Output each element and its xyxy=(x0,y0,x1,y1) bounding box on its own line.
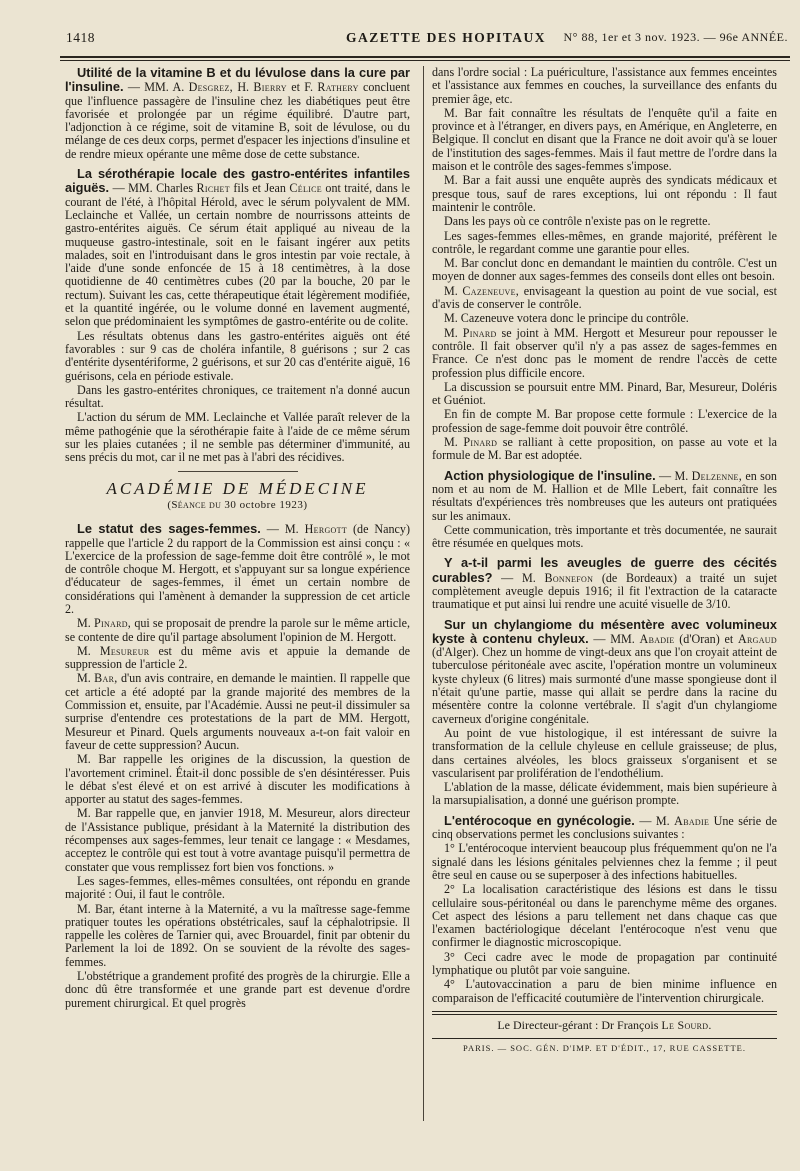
section-title: Action physiologique de l'insuline. xyxy=(444,467,656,483)
paragraph: M. Bar a fait aussi une enquête auprès des syndicats médicaux et presque tous, sauf de rares exceptions, lui ont répondu : Il faut maintenir le contrôle. xyxy=(432,173,777,214)
author-name: Bar, xyxy=(94,671,118,686)
page-header xyxy=(66,28,788,50)
text: — M. xyxy=(266,522,299,537)
text: M. xyxy=(444,435,458,450)
column-divider xyxy=(423,66,424,1121)
signature-rule-thin xyxy=(432,1014,777,1015)
text: M. xyxy=(444,325,458,340)
paragraph: Cette communication, très importante et très documentée, ne saurait être résumée en quelques mots. xyxy=(432,522,777,551)
paragraph xyxy=(432,327,777,380)
left-column xyxy=(65,66,410,1011)
text: M. xyxy=(77,616,91,631)
paragraph-text: se ralliant à cette proposition, on passe au vote et la formule de M. Bar est adoptée. xyxy=(432,435,777,463)
seance-date xyxy=(65,499,410,512)
page-number: 1418 xyxy=(66,30,95,45)
author-name: Pinard xyxy=(462,325,497,340)
text: fils et Jean xyxy=(233,181,286,196)
paragraph: En fin de compte M. Bar propose cette formule : L'exercice de la profession de sage-femme doit pouvoir être contrôlé. xyxy=(432,407,777,435)
paragraph-text: (d'Alger). Chez un homme de vingt-deux ans que l'on croyait atteint de tuberculose péritonéale avec ascite, l'opération montre un volumineux kyste chyleux (6 litres) mais surmonté d'une masse spongieuse dont il n'était qu'une partie, masse qui allait se perdre dans la racine du mésentère contre la colonne vertébrale. Il s'agit d'un chylangiome caverneux d'origine congénitale. xyxy=(432,645,777,726)
director-signature xyxy=(432,1019,777,1032)
paragraph xyxy=(65,617,410,644)
section-separator xyxy=(178,471,298,472)
section-title: La sérothérapie locale des gastro-entérites infantiles aiguës. xyxy=(65,166,410,196)
author-name: Abadie xyxy=(674,813,710,828)
signature-rule xyxy=(432,1011,777,1012)
paragraph: Les sages-femmes elles-mêmes, en grande majorité, préfèrent le contrôle, le regardant comme une garantie pour elles. xyxy=(432,228,777,256)
section-title: Le statut des sages-femmes. xyxy=(77,521,261,537)
text: M. xyxy=(77,671,91,686)
paragraph: M. Bar conclut donc en demandant le maintien du contrôle. C'est un moyen de donner aux sages-femmes des conseils dont elles ont besoin. xyxy=(432,256,777,284)
paragraph: M. Bar rappelle les origines de la discussion, la question de l'avortement criminel. Était-il donc possible de s'en désintéresser. Puis le débat s'est élevé et on est arrivé à discuter les modifications à apporter au statut des sages-femmes. xyxy=(65,752,410,807)
text: — M. xyxy=(639,813,670,828)
paragraph: La discussion se poursuit entre MM. Pinard, Bar, Mesureur, Doléris et Guéniot. xyxy=(432,379,777,408)
paragraph: M. Bar, étant interne à la Maternité, a vu la maîtresse sage-femme pratiquer toutes les opérations obstétricales, sauf la céphalotripsie. Il rappelle les colères de Tarnier qui, avec Brouardel, finit par obtenir du Parlement la loi de 1892. On se souvient de la révolte des sages-femmes. xyxy=(65,901,410,969)
article-serotherapie xyxy=(65,167,410,329)
conclusion-item: 2° La localisation caractéristique des lésions est dans le tissu cellulaire sous-péritonéal ou dans le parenchyme même des organes. Cet aspect des lésions a paru tellement net dans chaque cas que l'examen bactériologique décelant l'entérocoque n'est venu que confirmer le diagnostic microscopique. xyxy=(432,882,777,950)
imprint-rule xyxy=(432,1038,777,1039)
paragraph: L'obstétrique a grandement profité des progrès de la chirurgie. Elle a donc dû être transformée et une grande part est devenue d'ordre purement chirurgical. Et quel progrès xyxy=(65,969,410,1010)
paragraph: Les résultats obtenus dans les gastro-entérites aiguës ont été favorables : sur 9 cas de choléra infantile, 8 guérisons ; sur 2 cas d'entérite dysentériforme, 2 guérisons, et sur 20 cas d'entérite aiguë, 16 guérisons, cela en période estivale. xyxy=(65,328,410,383)
author-name: Mesureur xyxy=(99,643,150,658)
paragraph: Les sages-femmes, elles-mêmes consultées, ont répondu en grande majorité : Oui, il faut le contrôle. xyxy=(65,873,410,902)
paragraph: Au point de vue histologique, il est intéressant de suivre la transformation de la cellule chyleuse en cellule graisseuse; de plus, dans certaines alvéoles, les blocs graisseux s'organisent et se vascularisent par prolifération de l'endothélium. xyxy=(432,725,777,780)
header-rule xyxy=(60,56,790,58)
academie-heading: ACADÉMIE DE MÉDECINE xyxy=(106,478,369,498)
section-title: Sur un chylangiome du mésentère avec volumineux kyste à contenu chyleux. xyxy=(432,616,777,646)
paragraph-text: concluent que l'influence passagère de l'insuline chez les diabétiques peut être favorisée et prolongée par un régime équilibré. D'autre part, l'adjonction à ce régime, soit de vitamine B, soit de lévulose, ou du mélange de ces deux corps, permet d'espacer les injections d'insuline et de rendre mieux opérante une même dose de cette substance. xyxy=(65,80,411,161)
text: — MM. A. xyxy=(127,80,185,95)
conclusion-item: 4° L'autovaccination a paru de bien minime influence en comparaison de l'efficacité coutumière de l'intervention chirurgicale. xyxy=(432,977,777,1005)
paragraph-text: Une série de cinq observations permet les conclusions suivantes : xyxy=(432,813,777,842)
paragraph xyxy=(65,672,410,752)
section-title: L'entérocoque en gynécologie. xyxy=(444,812,635,828)
text: et F. xyxy=(291,80,314,95)
paragraph xyxy=(432,436,777,463)
author-name: Rathery xyxy=(317,80,359,95)
paragraph: M. Bar rappelle que, en janvier 1918, M. Mesureur, alors directeur de l'Assistance publique, présidant à la Maternité la distribution des récompenses aux sages-femmes, leur tenait ce langage : « Mesdames, acceptez le contrôle qui est tout à votre avantage puisqu'il permettra de constater que vous remplissez fort bien vos fonctions. » xyxy=(65,806,410,874)
author-name: Delzenne, xyxy=(691,468,743,483)
conclusion-item: 3° Ceci cadre avec le mode de propagation par continuité lymphatique ou plutôt par voie sanguine. xyxy=(432,949,777,977)
author-name: Pinard xyxy=(463,435,498,450)
right-column xyxy=(432,66,777,1055)
journal-title: GAZETTE DES HOPITAUX xyxy=(346,30,547,45)
author-name: Pinard, xyxy=(93,616,132,631)
article-insuline xyxy=(432,469,777,523)
paragraph-text: ont traité, dans le courant de l'été, à l'hôpital Hérold, avec le sérum polyvalent de MM. Leclainche et Vallée, un certain nombre de nourrissons atteints de gastro-entérites aiguës. Ce sérum était appliqué au niveau de la muqueuse gastro-intestinale, soit en le faisant ingérer aux petits malades, soit en l'introduisant dans le gros intestin par voie rectale, à l'aide d'une sonde enfoncée de 15 à 18 centimètres, à la dose quotidienne de 40 centimètres cubes (20 par la bouche, 20 par le rectum). Suivant les cas, cette thérapeutique était légèrement modifiée, et la quantité ingérée, ou le volume donné en lavement augmenté, selon que prédominaient les symptômes de gastro-entérite ou de colite. xyxy=(65,181,410,329)
paragraph: Dans les pays où ce contrôle n'existe pas on le regrette. xyxy=(444,214,711,229)
author-name: Hergott xyxy=(304,522,348,537)
paragraph: dans l'ordre social : La puériculture, l'assistance aux femmes enceintes et l'assistance aux femmes en couches, la surveillance des enfants du premier âge, etc. xyxy=(432,65,777,106)
paragraph: M. Cazeneuve votera donc le principe du contrôle. xyxy=(444,311,689,326)
paragraph-text: d'un avis contraire, en demande le maintien. Il rappelle que cet article a été adopté par la grande majorité des membres de la Commission et, ensuite, par l'Académie. Aussi ne peut-il dissimuler sa surprise d'entendre ces protestations de la part de MM. Hergott, Mesureur et Pinard. Quels arguments nouveaux a-t-on fait valoir en faveur de cette suppression? Aucun. xyxy=(65,671,410,752)
conclusion-item: 1° L'entérocoque intervient beaucoup plus fréquemment qu'on ne l'a signalé dans les lésions génitales pelviennes chez la femme ; il peut être seul en cause ou se superposer à des infections habituelles. xyxy=(432,841,777,882)
author-name: Argaud xyxy=(737,631,777,646)
printer-imprint: PARIS. — SOC. GÉN. D'IMP. ET D'ÉDIT., 17, RUE CASSETTE. xyxy=(463,1043,746,1054)
text: M. xyxy=(444,283,458,298)
text: — MM. Charles xyxy=(112,181,194,196)
seance-label: (Séance du xyxy=(167,498,222,511)
text: — MM. xyxy=(593,631,635,646)
author-name: Bierry xyxy=(253,80,287,95)
paragraph-text: est du même avis et appuie la demande de suppression de l'article 2. xyxy=(65,643,410,672)
paragraph: M. Bar fait connaître les résultats de l'enquête qu'il a faite en province et à l'étranger, en divers pays, en Amérique, en Angleterre, en Belgique. Il conclut en disant que la France ne doit avoir qu'à se louer de l'institution des sages-femmes. Mais il faut mettre de l'ordre dans la maison et le contrôle des sages-femmes s'impose. xyxy=(432,105,777,174)
article-enterocoque xyxy=(432,814,777,842)
author-name: Bonnefon xyxy=(544,570,594,585)
text: M. xyxy=(77,643,91,658)
section-title: Utilité de la vitamine B et du lévulose dans la cure par l'insuline. xyxy=(65,65,410,95)
paragraph-text: en son nom et au nom de M. Hallion et de Mlle Lebert, fait connaître les résultats d'expériences très nombreuses que les auteurs ont pratiquées sur les animaux. xyxy=(432,468,777,523)
article-chylangiome xyxy=(432,618,777,726)
paragraph: Dans les gastro-entérites chroniques, ce traitement n'a donné aucun résultat. xyxy=(65,382,410,411)
text: (d'Oran) et xyxy=(679,631,734,646)
section-title: Y a-t-il parmi les aveugles de guerre des cécités curables? xyxy=(432,555,777,585)
author-name: Abadie xyxy=(639,631,675,646)
article-aveugles xyxy=(432,556,777,611)
paragraph-text: (de Nancy) rappelle que l'article 2 du rapport de la Commission est ainsi conçu : « L'exercice de la profession de sage-femme doit être contrôlé », le mot de contrôle choque M. Hergott, et s'appuyant sur sa longue expérience d'éducateur de sages-femmes, il émet un certain nombre de considérations qui l'amènent à demander la suppression de cet article 2. xyxy=(65,522,411,616)
article-sages-femmes xyxy=(65,522,410,616)
article-vitamine xyxy=(65,66,410,161)
signature-text: Le Directeur-gérant : Dr François xyxy=(497,1017,659,1032)
author-name: Célice xyxy=(289,181,322,196)
paragraph xyxy=(65,645,410,672)
paragraph-text: envisageant la question au point de vue social, est d'avis de conserver le contrôle. xyxy=(432,283,777,312)
author-name: Richet xyxy=(196,181,230,196)
author-name: Desgrez, xyxy=(188,80,233,95)
text: — M. xyxy=(501,570,536,585)
header-rule-thin xyxy=(60,60,790,61)
author-name: Cazeneuve, xyxy=(462,283,520,298)
paragraph-text: se joint à MM. Hergott et Mesureur pour repousser le contrôle. Il fait observer qu'il n'y a pas assez de sages-femmes en France. Ce n'est donc pas le moment de rendre l'accès de cette profession plus difficile encore. xyxy=(432,325,777,380)
director-name: Le Sourd. xyxy=(661,1017,712,1032)
issue-info: N° 88, 1er et 3 nov. 1923. — 96e ANNÉE. xyxy=(563,30,788,44)
paragraph: L'ablation de la masse, délicate évidemment, mais bien supérieure à la marsupialisation, a donné une guérison prompte. xyxy=(432,780,777,808)
paragraph-text: qui se proposait de prendre la parole sur le même article, se contente de dire qu'il partage absolument l'opinion de M. Hergott. xyxy=(65,616,411,644)
text: H. xyxy=(237,80,250,95)
text: — M. xyxy=(659,468,689,483)
paragraph: L'action du sérum de MM. Leclainche et Vallée paraît relever de la même pathogénie que la sérothérapie faite à l'aide de ce même sérum sur les plaies cutanées ; il ne semble pas déterminer d'immunité, au sens précis du mot, car il ne met pas à l'abri des récidives. xyxy=(65,410,410,465)
seance-date-value: 30 octobre 1923) xyxy=(224,498,308,511)
paragraph-text: (de Bordeaux) a traité un sujet complètement aveugle depuis 1916; il fit l'extraction de la cataracte traumatique et put ainsi lui rendre une acuité visuelle de 3/10. xyxy=(432,570,777,612)
paragraph xyxy=(432,285,777,312)
